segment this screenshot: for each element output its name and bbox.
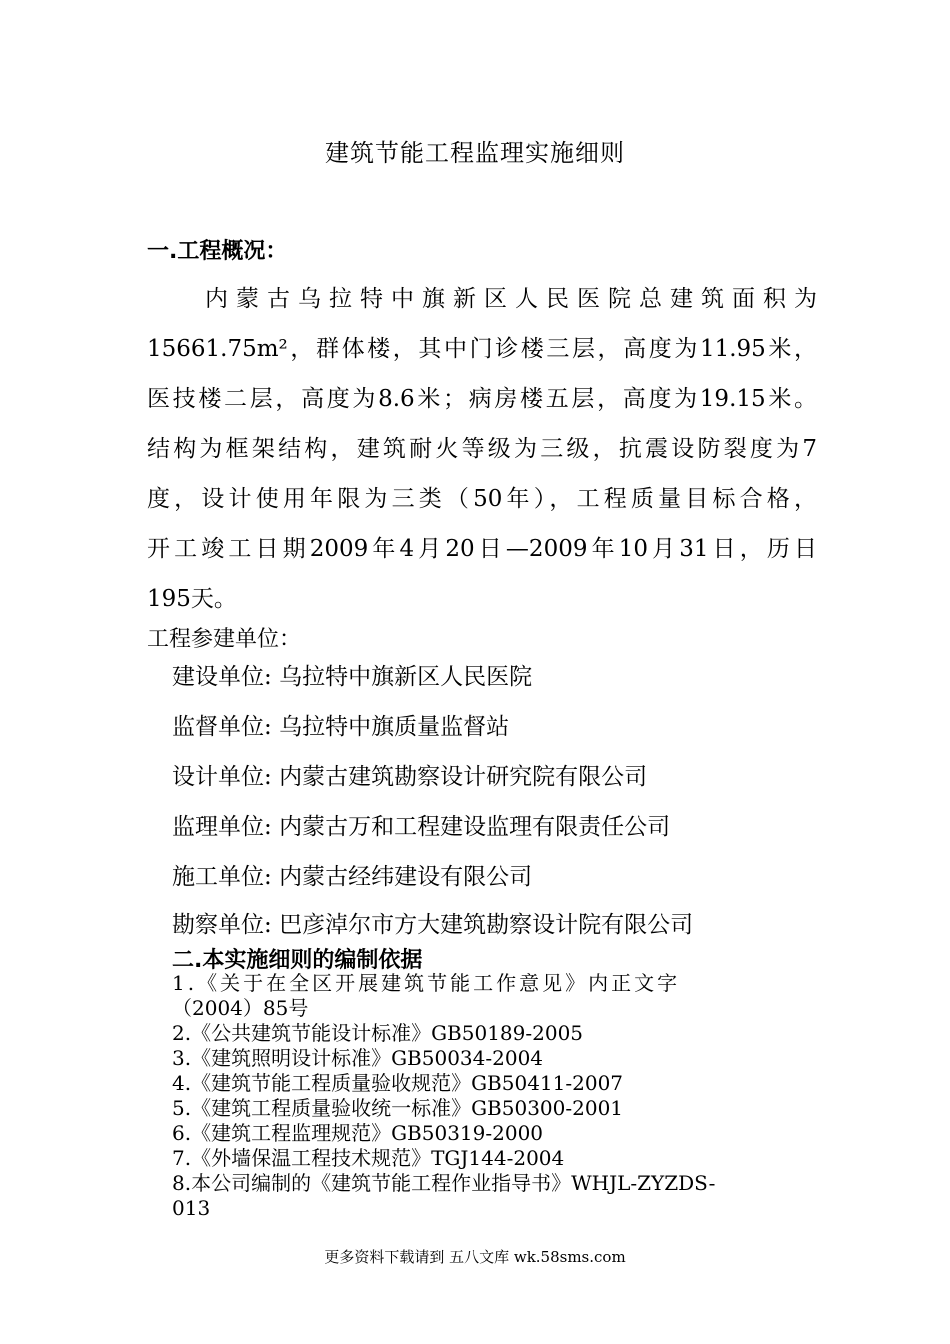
overview-line: 结构为框架结构，建筑耐火等级为三级，抗震设防裂度为7	[147, 436, 817, 462]
unit-value: 内蒙古万和工程建设监理有限责任公司	[279, 814, 671, 840]
list-item: 4.《建筑节能工程质量验收规范》GB50411-2007	[172, 1071, 624, 1095]
unit-label: 设计单位:	[172, 764, 272, 790]
basis-list	[172, 971, 812, 1221]
unit-value: 内蒙古经纬建设有限公司	[279, 864, 533, 890]
unit-row-survey	[172, 906, 693, 939]
list-item: 8.本公司编制的《建筑节能工程作业指导书》WHJL-ZYZDS-	[172, 1171, 716, 1195]
unit-row-supervision	[172, 708, 509, 741]
list-item: 1.《关于在全区开展建筑节能工作意见》内正文字	[172, 971, 681, 995]
list-item: 5.《建筑工程质量验收统一标准》GB50300-2001	[172, 1096, 624, 1120]
unit-value: 乌拉特中旗质量监督站	[279, 714, 510, 740]
section2-heading: 二.本实施细则的编制依据	[172, 948, 423, 973]
document-title: 建筑节能工程监理实施细则	[325, 139, 625, 167]
footer-download-link[interactable]: 更多资料下载请到 五八文库 wk.58sms.com	[324, 1248, 626, 1266]
overview-line: 内蒙古乌拉特中旗新区人民医院总建筑面积为	[205, 286, 817, 312]
overview-line: 医技楼二层，高度为8.6米；病房楼五层，高度为19.15米。	[147, 386, 817, 412]
unit-label: 施工单位:	[172, 864, 272, 890]
unit-row-inspection	[172, 808, 670, 841]
unit-row-design	[172, 758, 647, 791]
overview-line: 15661.75m²，群体楼，其中门诊楼三层，高度为11.95米，	[147, 336, 817, 362]
overview-line: 195天。	[147, 586, 237, 612]
participating-units-label: 工程参建单位：	[147, 627, 302, 652]
list-item: 6.《建筑工程监理规范》GB50319-2000	[172, 1121, 544, 1145]
unit-value: 乌拉特中旗新区人民医院	[279, 664, 533, 690]
list-item: 3.《建筑照明设计标准》GB50034-2004	[172, 1046, 544, 1070]
section1-heading: 一.工程概况：	[147, 239, 288, 264]
project-overview-paragraph	[147, 274, 817, 624]
unit-row-owner	[172, 658, 532, 691]
unit-row-construction	[172, 858, 532, 891]
list-item: 7.《外墙保温工程技术规范》TGJ144-2004	[172, 1146, 565, 1170]
unit-label: 建设单位:	[172, 664, 272, 690]
overview-line: 度，设计使用年限为三类（50年），工程质量目标合格，	[147, 486, 817, 512]
unit-value: 巴彦淖尔市方大建筑勘察设计院有限公司	[279, 912, 694, 938]
unit-label: 勘察单位:	[172, 912, 272, 938]
overview-line: 开工竣工日期2009年4月20日—2009年10月31日，历日	[147, 536, 817, 562]
list-item: （2004）85号	[172, 996, 309, 1020]
unit-label: 监督单位:	[172, 714, 272, 740]
unit-label: 监理单位:	[172, 814, 272, 840]
list-item: 013	[172, 1196, 211, 1220]
list-item: 2.《公共建筑节能设计标准》GB50189-2005	[172, 1021, 584, 1045]
unit-value: 内蒙古建筑勘察设计研究院有限公司	[279, 764, 648, 790]
